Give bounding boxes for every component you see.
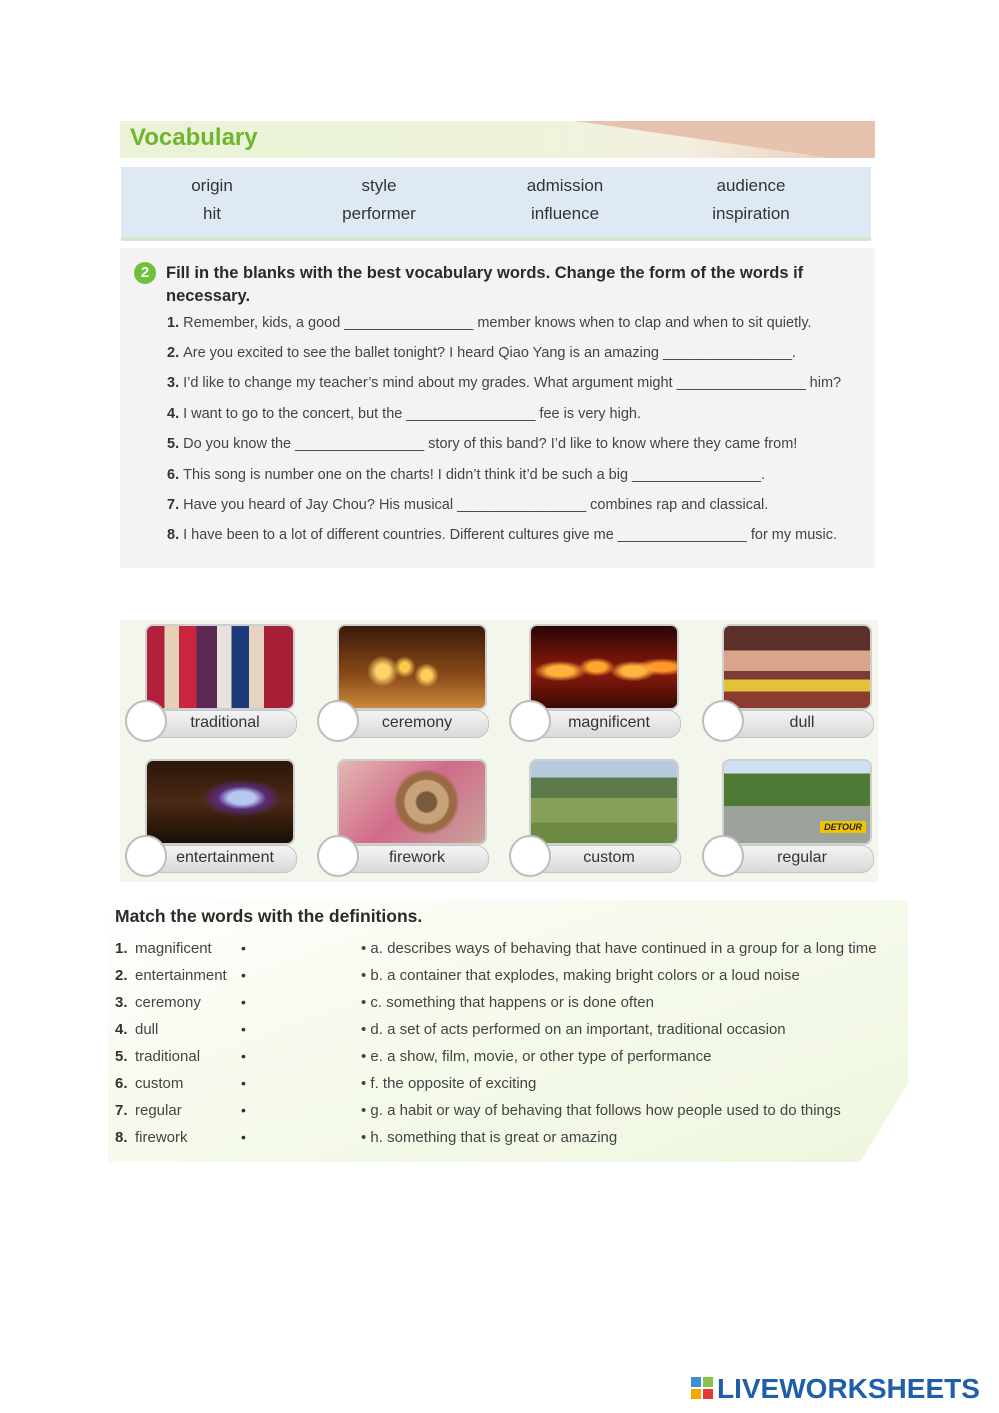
word-text: magnificent xyxy=(135,940,212,957)
answer-circle[interactable] xyxy=(702,835,744,877)
match-word[interactable] xyxy=(115,994,201,1011)
word-number: 4. xyxy=(115,1021,128,1038)
liveworksheets-logo-text: LIVEWORKSHEETS xyxy=(717,1373,980,1404)
detour-sign-text: DETOUR xyxy=(824,822,862,832)
matching-title: Match the words with the definitions. xyxy=(115,906,423,926)
question-text: Have you heard of Jay Chou? His musical ________________ combines rap and classical. xyxy=(183,497,769,513)
question-row xyxy=(167,406,641,422)
bored-audience-photo xyxy=(722,624,872,710)
match-word[interactable] xyxy=(115,1102,182,1119)
match-dot-left[interactable]: • xyxy=(241,1021,246,1037)
word-number: 2. xyxy=(115,967,128,984)
word-number: 3. xyxy=(115,994,128,1011)
match-definition[interactable]: • a. describes ways of behaving that have continued in a group for a long time xyxy=(361,940,877,957)
match-word[interactable] xyxy=(115,1048,200,1065)
match-dot-left[interactable]: • xyxy=(241,994,246,1010)
liveworksheets-grid-icon xyxy=(691,1377,713,1399)
question-row xyxy=(167,375,841,391)
vocabulary-title: Vocabulary xyxy=(130,124,258,151)
word-text: custom xyxy=(135,1075,184,1092)
picture-card-dull xyxy=(702,622,870,740)
question-number: 2. xyxy=(167,345,180,361)
detour-sign xyxy=(820,821,866,833)
vocab-word: origin xyxy=(191,176,233,195)
question-row xyxy=(167,436,797,452)
exercise-instruction: Fill in the blanks with the best vocabulary words. Change the form of the words if necessary. xyxy=(166,264,804,305)
vocabulary-header xyxy=(120,121,875,158)
answer-circle[interactable] xyxy=(509,835,551,877)
question-text: Remember, kids, a good ________________ member knows when to clap and when to sit quietly. xyxy=(183,315,812,331)
vocab-word: performer xyxy=(342,204,416,223)
vocab-word: audience xyxy=(716,176,786,195)
picture-label: entertainment xyxy=(176,849,274,866)
theater-stage-photo xyxy=(145,759,295,845)
vocab-word: influence xyxy=(530,204,600,223)
picture-label: firework xyxy=(388,849,445,866)
match-definition[interactable]: • f. the opposite of exciting xyxy=(361,1075,537,1092)
answer-circle[interactable] xyxy=(702,700,744,742)
match-word[interactable] xyxy=(115,967,227,984)
candles-photo xyxy=(337,624,487,710)
header-decoration xyxy=(575,121,875,158)
qipao-dresses-photo xyxy=(145,624,295,710)
vocab-word: inspiration xyxy=(712,204,790,223)
picture-label: dull xyxy=(789,714,815,731)
word-text: regular xyxy=(135,1102,182,1119)
match-dot-left[interactable]: • xyxy=(241,1048,246,1064)
picture-label: traditional xyxy=(190,714,260,731)
question-row xyxy=(167,497,768,513)
question-number: 7. xyxy=(167,497,180,513)
picture-card-magnificent xyxy=(509,622,677,740)
exercise-number-badge: 2 xyxy=(134,262,156,284)
word-text: firework xyxy=(135,1129,188,1146)
question-number: 5. xyxy=(167,436,180,452)
vocab-word: hit xyxy=(203,204,221,223)
exercise-fill-blanks xyxy=(120,248,875,568)
match-word[interactable] xyxy=(115,1129,188,1146)
match-dot-left[interactable]: • xyxy=(241,940,246,956)
match-definition[interactable]: • d. a set of acts performed on an important, traditional occasion xyxy=(361,1021,786,1038)
stage-fire-photo xyxy=(529,624,679,710)
picture-card-firework xyxy=(317,757,485,875)
question-text: Do you know the ________________ story of this band? I’d like to know where they came from! xyxy=(183,436,798,452)
word-number: 8. xyxy=(115,1129,128,1146)
answer-circle[interactable] xyxy=(317,835,359,877)
question-number: 3. xyxy=(167,375,180,391)
question-row xyxy=(167,345,796,361)
question-row xyxy=(167,467,765,483)
word-number: 6. xyxy=(115,1075,128,1092)
answer-circle[interactable] xyxy=(125,700,167,742)
picture-card-entertainment xyxy=(125,757,293,875)
picture-card-custom xyxy=(509,757,677,875)
question-text: I have been to a lot of different countries. Different cultures give me ________________ for my music. xyxy=(183,527,838,543)
match-word[interactable] xyxy=(115,940,212,957)
picture-label: custom xyxy=(583,849,635,866)
question-row xyxy=(167,315,812,331)
word-text: dull xyxy=(135,1021,159,1038)
match-dot-left[interactable]: • xyxy=(241,967,246,983)
answer-circle[interactable] xyxy=(317,700,359,742)
picture-label: ceremony xyxy=(381,714,453,731)
picture-label: magnificent xyxy=(568,714,650,731)
picture-card-traditional xyxy=(125,622,293,740)
vocabulary-word-box xyxy=(121,167,871,241)
vocab-word: style xyxy=(361,176,397,195)
question-text: I want to go to the concert, but the ________________ fee is very high. xyxy=(183,406,641,422)
word-number: 7. xyxy=(115,1102,128,1119)
match-dot-left[interactable]: • xyxy=(241,1075,246,1091)
question-text: Are you excited to see the ballet tonight? I heard Qiao Yang is an amazing ________________. xyxy=(183,345,797,361)
word-text: traditional xyxy=(135,1048,201,1065)
question-number: 4. xyxy=(167,406,180,422)
mountain-dancers-photo xyxy=(529,759,679,845)
match-definition[interactable]: • h. something that is great or amazing xyxy=(361,1129,618,1146)
street-scene-photo xyxy=(722,759,872,845)
question-number: 6. xyxy=(167,467,180,483)
question-row xyxy=(167,527,837,543)
answer-circle[interactable] xyxy=(125,835,167,877)
word-text: entertainment xyxy=(135,967,227,984)
word-number: 5. xyxy=(115,1048,128,1065)
question-text: This song is number one on the charts! I didn’t think it’d be such a big ________________. xyxy=(183,467,766,483)
question-number: 8. xyxy=(167,527,180,543)
firework-tube-photo xyxy=(337,759,487,845)
word-number: 1. xyxy=(115,940,128,957)
word-text: ceremony xyxy=(135,994,201,1011)
answer-circle[interactable] xyxy=(509,700,551,742)
picture-grid xyxy=(120,620,878,882)
picture-label: regular xyxy=(777,849,827,866)
match-definition[interactable]: • b. a container that explodes, making bright colors or a loud noise xyxy=(361,967,800,984)
match-definition[interactable]: • c. something that happens or is done often xyxy=(361,994,654,1011)
vocab-word: admission xyxy=(526,176,604,195)
picture-card-ceremony xyxy=(317,622,485,740)
match-dot-left[interactable]: • xyxy=(241,1102,246,1118)
match-definition[interactable]: • e. a show, film, movie, or other type of performance xyxy=(361,1048,712,1065)
question-number: 1. xyxy=(167,315,180,331)
match-dot-left[interactable]: • xyxy=(241,1129,246,1145)
match-word[interactable] xyxy=(115,1075,183,1092)
picture-card-regular xyxy=(702,757,870,875)
question-text: I’d like to change my teacher’s mind about my grades. What argument might ________________ him? xyxy=(183,375,842,391)
match-definition[interactable]: • g. a habit or way of behaving that follows how people used to do things xyxy=(361,1102,841,1119)
match-word[interactable] xyxy=(115,1021,158,1038)
